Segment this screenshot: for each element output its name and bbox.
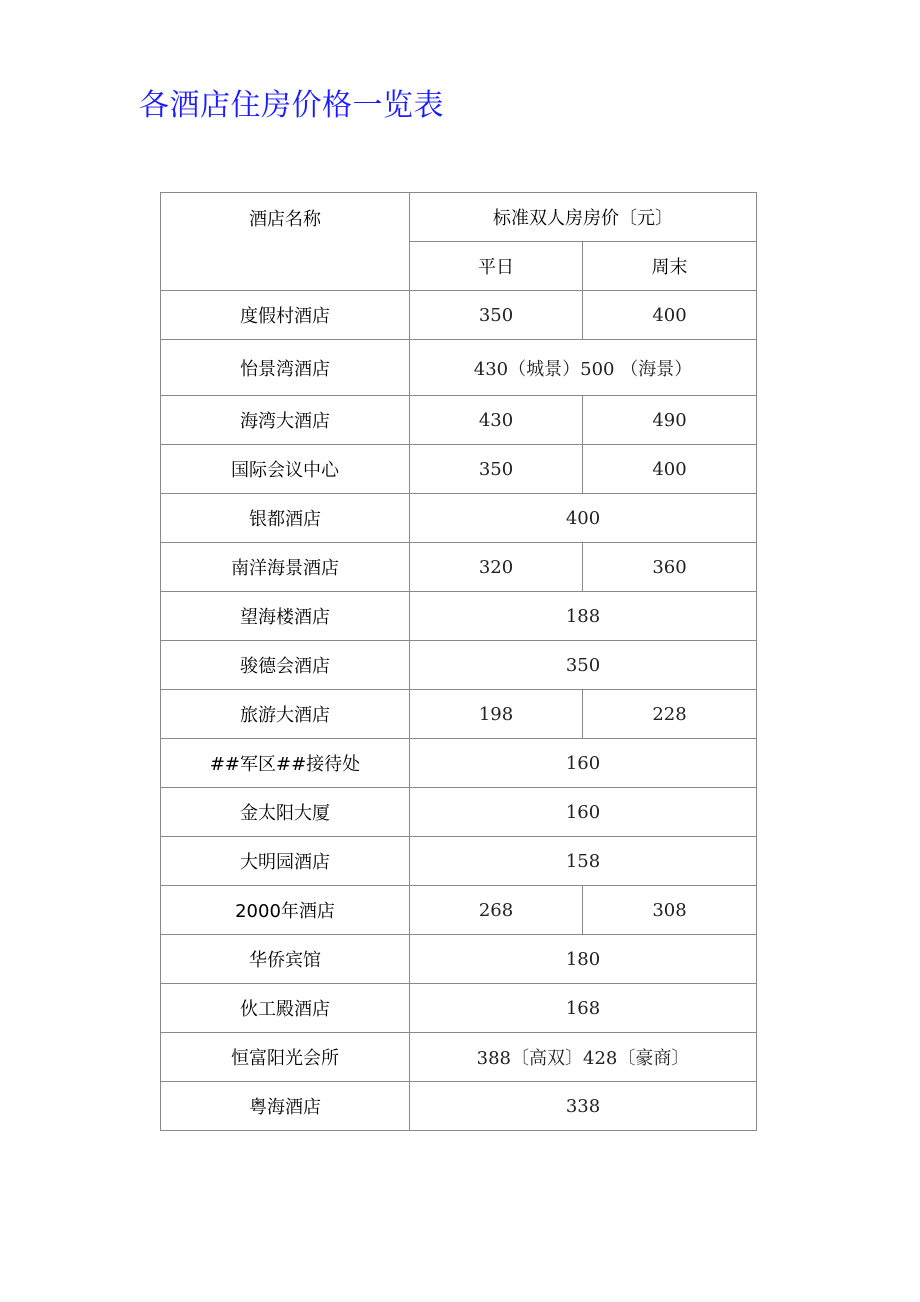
price-value: 160 (565, 752, 601, 774)
weekday-price-value: 350 (478, 304, 514, 326)
price-value: 388〔高双〕428〔豪商〕 (476, 1048, 690, 1069)
table-row (161, 935, 757, 984)
hotel-name: 度假村酒店 (240, 306, 330, 327)
price-value: 430（城景）500 （海景） (473, 358, 693, 380)
weekend-price-value: 360 (652, 556, 687, 578)
table-header-row (161, 193, 757, 242)
price-cell-merged (410, 739, 757, 788)
table-row (161, 1082, 757, 1131)
hotel-name-cell (161, 690, 410, 739)
price-cell-weekday (410, 543, 583, 592)
weekend-price-value: 400 (652, 458, 687, 480)
price-value: 168 (565, 997, 601, 1019)
weekend-price-value: 308 (652, 899, 687, 921)
hotel-name-cell (161, 837, 410, 886)
price-cell-weekday (410, 886, 583, 935)
table-row (161, 445, 757, 494)
price-cell-weekend (583, 445, 757, 494)
hotel-name-cell (161, 340, 410, 396)
price-cell-weekend (583, 543, 757, 592)
hotel-name: ##军区##接待处 (209, 754, 361, 775)
table-row (161, 340, 757, 396)
hotel-name-cell (161, 641, 410, 690)
table-row (161, 396, 757, 445)
hotel-name: 海湾大酒店 (240, 411, 330, 432)
price-cell-weekend (583, 886, 757, 935)
price-cell-weekend (583, 396, 757, 445)
price-cell-weekday (410, 690, 583, 739)
weekend-price-value: 228 (652, 703, 687, 725)
hotel-name-cell (161, 396, 410, 445)
table-row (161, 592, 757, 641)
hotel-name: 金太阳大厦 (240, 803, 330, 824)
table-row (161, 690, 757, 739)
hotel-name-cell (161, 984, 410, 1033)
hotel-name: 国际会议中心 (231, 460, 339, 481)
price-value: 188 (565, 605, 601, 627)
hotel-name-cell (161, 886, 410, 935)
price-cell-merged (410, 984, 757, 1033)
header-weekend-label: 周末 (651, 257, 688, 278)
price-cell-merged (410, 788, 757, 837)
header-weekday (410, 242, 583, 291)
price-value: 400 (565, 507, 601, 529)
hotel-name: 望海楼酒店 (240, 607, 330, 628)
header-price-group-label: 标准双人房房价〔元〕 (493, 208, 673, 229)
price-value: 350 (565, 654, 601, 676)
price-cell-merged (410, 592, 757, 641)
price-cell-weekday (410, 445, 583, 494)
hotel-name: 2000年酒店 (235, 901, 335, 922)
header-hotel-name (161, 193, 410, 291)
hotel-name: 旅游大酒店 (240, 705, 330, 726)
hotel-name: 大明园酒店 (240, 852, 330, 873)
price-cell-merged (410, 1033, 757, 1082)
price-cell-merged (410, 641, 757, 690)
header-hotel-name-label: 酒店名称 (249, 209, 321, 230)
hotel-name: 华侨宾馆 (249, 950, 321, 971)
price-cell-weekend (583, 690, 757, 739)
weekday-price-value: 320 (478, 556, 514, 578)
header-price-group (410, 193, 757, 242)
hotel-name-cell (161, 1082, 410, 1131)
price-cell-weekday (410, 396, 583, 445)
table-row (161, 1033, 757, 1082)
hotel-name-cell (161, 739, 410, 788)
price-cell-merged (410, 1082, 757, 1131)
price-cell-weekend (583, 291, 757, 340)
hotel-name-cell (161, 592, 410, 641)
table-row (161, 543, 757, 592)
header-weekday-label: 平日 (478, 257, 514, 278)
table-row (161, 739, 757, 788)
price-cell-merged (410, 494, 757, 543)
hotel-name-cell (161, 788, 410, 837)
hotel-name: 银都酒店 (249, 509, 321, 530)
price-cell-merged (410, 935, 757, 984)
price-value: 160 (565, 801, 601, 823)
table-row (161, 291, 757, 340)
weekday-price-value: 268 (478, 899, 514, 921)
table-row (161, 494, 757, 543)
table-row (161, 984, 757, 1033)
header-weekend (583, 242, 757, 291)
hotel-name: 伙工殿酒店 (240, 999, 330, 1020)
hotel-name-cell (161, 1033, 410, 1082)
price-cell-weekday (410, 291, 583, 340)
page-title: 各酒店住房价格一览表 (139, 88, 444, 123)
price-value: 180 (565, 948, 601, 970)
price-cell-merged (410, 837, 757, 886)
hotel-name-cell (161, 543, 410, 592)
hotel-name: 恒富阳光会所 (231, 1048, 339, 1069)
hotel-name: 南洋海景酒店 (231, 558, 339, 579)
weekday-price-value: 430 (478, 409, 514, 431)
table-row (161, 837, 757, 886)
price-value: 158 (565, 850, 601, 872)
table-row (161, 788, 757, 837)
hotel-name: 骏德会酒店 (240, 656, 330, 677)
weekend-price-value: 400 (652, 304, 687, 326)
hotel-price-table (160, 192, 757, 1131)
weekend-price-value: 490 (652, 409, 687, 431)
price-value: 338 (565, 1095, 601, 1117)
table-row (161, 641, 757, 690)
hotel-name: 怡景湾酒店 (240, 358, 330, 380)
price-cell-merged (410, 340, 757, 396)
hotel-name-cell (161, 445, 410, 494)
hotel-name-cell (161, 291, 410, 340)
table-row (161, 886, 757, 935)
weekday-price-value: 350 (478, 458, 514, 480)
hotel-name-cell (161, 935, 410, 984)
weekday-price-value: 198 (478, 703, 514, 725)
hotel-name: 粤海酒店 (249, 1097, 321, 1118)
hotel-name-cell (161, 494, 410, 543)
